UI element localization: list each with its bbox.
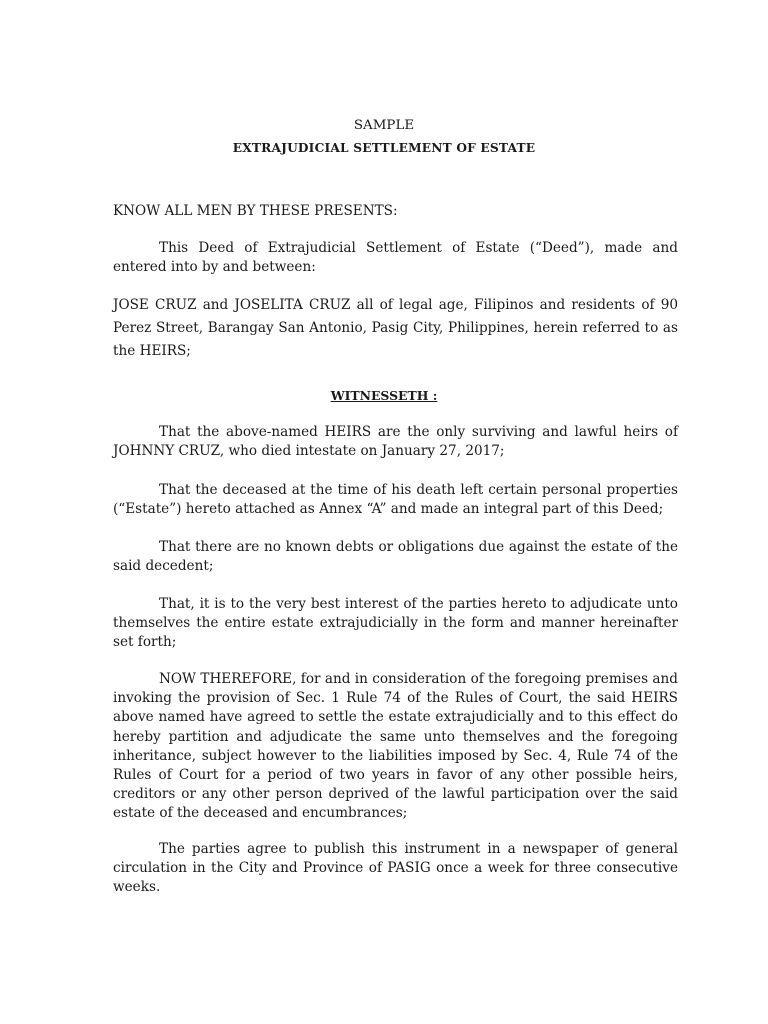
document-title: EXTRAJUDICIAL SETTLEMENT OF ESTATE bbox=[232, 141, 536, 155]
paragraph-estate-properties: That the deceased at the time of his death left certain personal properties (“Estate”) hereto attached as Annex “A” and made an integral part of this Deed; bbox=[113, 482, 678, 518]
paragraph-deed-intro: This Deed of Extrajudicial Settlement of Estate (“Deed”), made and entered into by and between: bbox=[113, 240, 678, 276]
paragraph-no-debts: That there are no known debts or obligations due against the estate of the said decedent; bbox=[113, 539, 678, 575]
paragraph-publication: The parties agree to publish this instrument in a newspaper of general circulation in the City and Province of PASIG once a week for three consecutive weeks. bbox=[113, 841, 678, 896]
paragraph-best-interest: That, it is to the very best interest of the parties hereto to adjudicate unto themselves the entire estate extrajudicially in the form and manner hereinafter set forth; bbox=[113, 596, 678, 651]
witnesseth-heading: WITNESSETH : bbox=[330, 388, 438, 403]
opening-clause: KNOW ALL MEN BY THESE PRESENTS: bbox=[113, 203, 398, 219]
paragraph-parties-heirs: JOSE CRUZ and JOSELITA CRUZ all of legal age, Filipinos and residents of 90 Perez Street, Barangay San Antonio, Pasig City, Philippines, herein referred to as the HEIRS; bbox=[113, 297, 678, 359]
paragraph-surviving-heirs: That the above-named HEIRS are the only surviving and lawful heirs of JOHNNY CRUZ, who died intestate on January 27, 2017; bbox=[113, 424, 678, 460]
paragraph-now-therefore: NOW THEREFORE, for and in consideration of the foregoing premises and invoking the provision of Sec. 1 Rule 74 of the Rules of Court, the said HEIRS above named have agreed to settle the estate extrajudicially and to this effect do hereby partition and adjudicate the same unto themselves and the foregoing inheritance, subject however to the liabilities imposed by Sec. 4, Rule 74 of the Rules of Court for a period of two years in favor of any other possible heirs, creditors or any other person deprived of the lawful participation over the said estate of the deceased and encumbrances; bbox=[113, 671, 678, 822]
document-label-sample: SAMPLE bbox=[353, 118, 415, 133]
